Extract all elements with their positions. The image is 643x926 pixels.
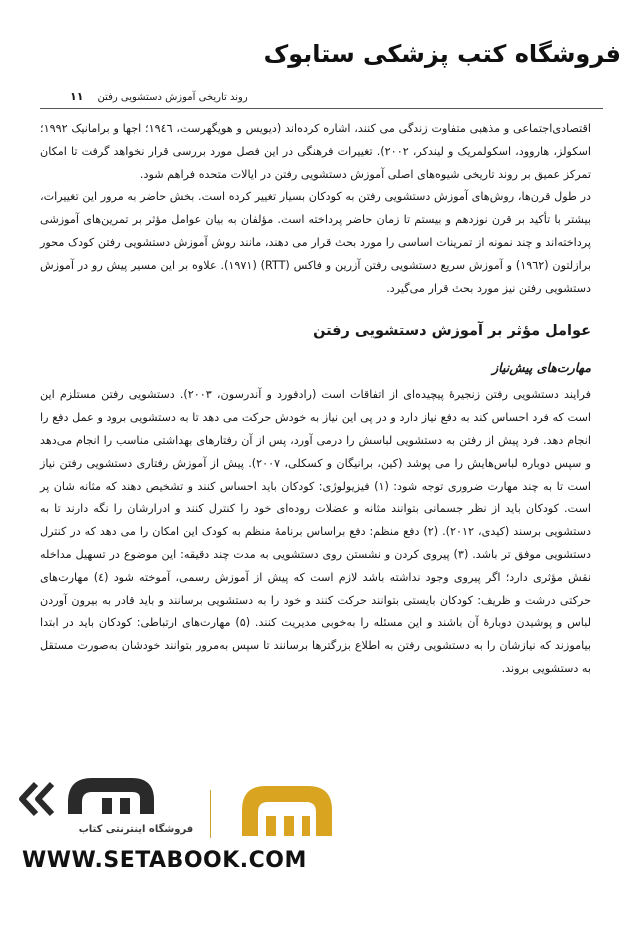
website-url: WWW.SETABOOK.COM bbox=[22, 848, 307, 873]
store-title: فروشگاه کتب پزشکی ستابوک bbox=[263, 40, 621, 68]
page-number: ۱۱ bbox=[70, 90, 84, 103]
subsection-heading-prerequisites: مهارت‌های پیش‌نیاز bbox=[492, 360, 591, 376]
logo-divider bbox=[210, 790, 211, 838]
setabook-logo-icon bbox=[62, 772, 158, 820]
running-head bbox=[70, 90, 583, 103]
arch-logo-icon bbox=[232, 776, 342, 846]
setabook-watermark bbox=[10, 770, 350, 860]
paragraph-intro: اقتصادی‌اجتماعی و مذهبی متفاوت زندگی می کنند، اشاره کرده‌اند (دیویس و هویگهرست، ۱۹٤٦؛ اجها و برامانیک ۱۹۹۲؛ اسکولز، هاروود، اسکولمریک و لیندکر، ۲۰۰۲). تغییرات فرهنگی در این فصل مورد بررسی قرار نخواهد گرفت تا امکان تمرکز عمیق بر روند تاریخی شیوه‌های اصلی آموزش دستشویی رفتن در ایالات متحده فراهم شود. bbox=[40, 122, 592, 181]
header-divider bbox=[40, 108, 603, 109]
running-head-title: روند تاریخی آموزش دستشویی رفتن bbox=[97, 92, 248, 103]
page-body bbox=[40, 118, 591, 681]
paragraph-overview: در طول قرن‌ها، روش‌های آموزش دستشویی رفتن به کودکان بسیار تغییر کرده است. بخش حاضر به مرور این تغییرات، بیشتر با تأکید بر قرن نوزدهم و بیستم تا زمان حاضر پرداخته است. مؤلفان به بیان عوامل مؤثر بر تمرین‌های آموزشی پرداخته‌اند و چند نمونه از تمرینات اساسی را مورد بحث قرار می دهند، مانند روش آموزش دستشویی رفتن کودک محور برازلتون (۱۹٦۲) و آموزش سریع دستشویی رفتن آزرین و فاکس (RTT) (۱۹۷۱). علاوه بر این مسیر پیش رو در آموزش دستشویی رفتن نیز مورد بحث قرار می‌گیرد. bbox=[40, 190, 591, 295]
paragraph-prerequisites: فرایند دستشویی رفتن زنجیرهٔ پیچیده‌ای از اتفاقات است (رادفورد و آندرسون، ۲۰۰۳). دستشویی رفتن مستلزم این است که فرد احساس کند به دفع نیاز دارد و در پی این نیاز به خودش حرکت می دهد تا به دستشویی برود و عمل دفع را انجام دهد. فرد پیش از رفتن به دستشویی لباسش را درمی آورد، پس از آن رفتارهای بهداشتی مناسب را انجام می‌دهد و سپس دوباره لباس‌هایش را می پوشد (کین، برانیگان و کسکلی، ۲۰۰۷). پیش از آموزش رفتاری دستشویی رفتن نیاز است تا به چند مهارت ضروری توجه شود: (۱) فیزیولوژی: کودکان باید احساس کنند و تشخیص دهند که مثانه شان پر است. کودکان باید از نظر جسمانی بتوانند مثانه و عضلات روده‌ای خود را کنترل کنند و ادرارشان را نگه دارند تا به دستشویی برسند (کیدی، ۲۰۱۲). (۲) دفع منظم: دفع براساس برنامهٔ منظم به کودک این امکان را می دهد که در کنترل دستشویی موفق تر باشد. (۳) پیروی کردن و نشستن روی دستشویی به مدت چند دقیقه: این موضوع در تسهیل مداخله نقش مؤثری دارد؛ اگر پیروی وجود نداشته باشد لازم است که پیش از آموزش رسمی، آموخته شود (٤) مهارت‌های حرکتی درشت و ظریف: کودکان بایستی بتوانند حرکت کنند و خود را به دستشویی برسانند و باید قادر به بیرون آوردن لباس و پوشیدن دوبارهٔ آن باشند و این مسئله را به‌خوبی مدیریت کنند. (۵) مهارت‌های ارتباطی: کودکان باید در ابتدا بیاموزند که نیازشان را به دستشویی رفتن به اطلاع بزرگترها برسانند تا سپس به‌مرور بتوانند خودشان به‌صورت مستقل به دستشویی بروند. bbox=[40, 388, 591, 675]
logo-caption: فروشگاه اینترنتی کتاب bbox=[78, 824, 194, 835]
section-heading-factors: عوامل مؤثر بر آموزش دستشویی رفتن bbox=[313, 323, 591, 340]
chevrons-icon bbox=[16, 780, 60, 818]
